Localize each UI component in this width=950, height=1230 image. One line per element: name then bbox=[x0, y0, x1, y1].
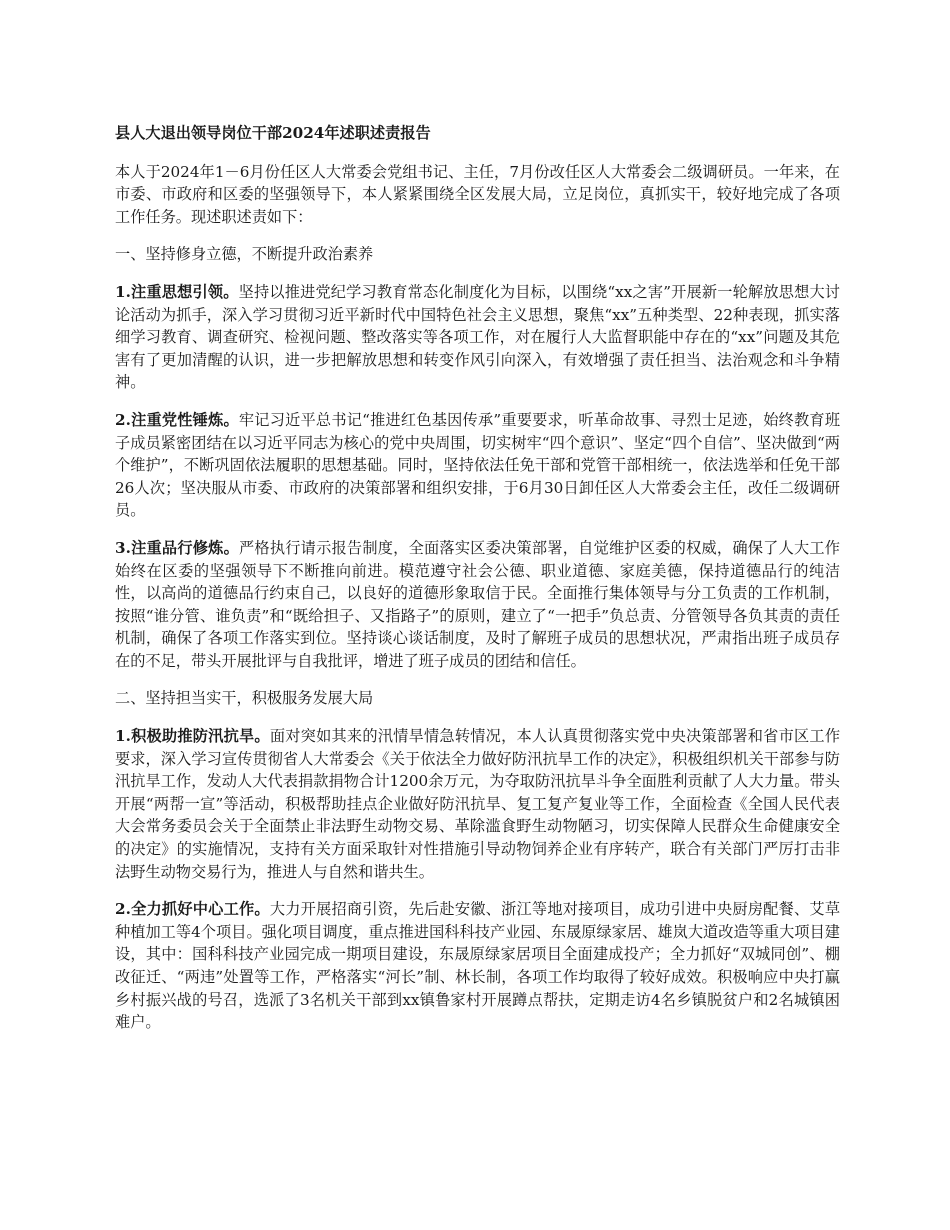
item-text: 面对突如其来的汛情旱情急转情况，本人认真贯彻落实党中央决策部署和省市区工作要求，深入学习宣传贯彻省人大常委会《关于依法全力做好防汛抗旱工作的决定》，积极组织机关干部参与防汛抗旱工作，发动人大代表捐款捐物合计1200余万元，为夺取防汛抗旱斗争全面胜利贡献了人大力量。带头开展“两帮一宣”等活动，积极帮助挂点企业做好防汛抗旱、复工复产复业等工作，全面检查《全国人民代表大会常务委员会关于全面禁止非法野生动物交易、革除滥食野生动物陋习，切实保障人民群众生命健康安全的决定》的实施情况，支持有关方面采取针对性措施引导动物饲养企业有序转产，联合有关部门严厉打击非法野生动物交易行为，推进人与自然和谐共生。 bbox=[115, 727, 841, 881]
section1-item2 bbox=[115, 409, 840, 522]
item-lead: 1.注重思想引领。 bbox=[115, 282, 239, 301]
item-text: 坚持以推进党纪学习教育常态化制度化为目标，以围绕“xx之害”开展新一轮解放思想大讨论活动为抓手，深入学习贯彻习近平新时代中国特色社会主义思想，聚焦“xx”五种类型、22种表现，抓实落细学习教育、调查研究、检视问题、整改落实等各项工作，对在履行人大监督职能中存在的“xx”问题及其危害有了更加清醒的认识，进一步把解放思想和转变作风引向深入，有效增强了责任担当、法治观念和斗争精神。 bbox=[115, 282, 840, 392]
section-heading-2: 二、坚持担当实干，积极服务发展大局 bbox=[115, 689, 374, 708]
report-title: 县人大退出领导岗位干部2024年述职述责报告 bbox=[115, 124, 431, 142]
item-lead: 1.积极助推防汛抗旱。 bbox=[115, 727, 270, 746]
intro-paragraph: 本人于2024年1－6月份任区人大常委会党组书记、主任，7月份改任区人大常委会二级调研员。一年来，在市委、市政府和区委的坚强领导下，本人紧紧围绕全区发展大局，立足岗位，真抓实干，较好地完成了各项工作任务。现述职述责如下： bbox=[115, 162, 840, 226]
section-heading-1: 一、坚持修身立德，不断提升政治素养 bbox=[115, 245, 374, 264]
section2-item1 bbox=[115, 725, 840, 883]
item-text: 大力开展招商引资，先后赴安徽、浙江等地对接项目，成功引进中央厨房配餐、艾草种植加工等4个项目。强化项目调度，重点推进国科科技产业园、东晟原绿家居、雄岚大道改造等重大项目建设，其中：国科科技产业园完成一期项目建设，东晟原绿家居项目全面建成投产；全力抓好“双城同创”、棚改征迁、“两违”处置等工作，严格落实“河长”制、林长制，各项工作均取得了较好成效。积极响应中央打赢乡村振兴战的号召，选派了3名机关干部到xx镇鲁家村开展蹲点帮扶，定期走访4名乡镇脱贫户和2名城镇困难户。 bbox=[115, 900, 841, 1032]
section1-item3 bbox=[115, 537, 840, 673]
section1-item1 bbox=[115, 281, 840, 394]
item-lead: 2.注重党性锤炼。 bbox=[115, 410, 239, 429]
item-text: 严格执行请示报告制度，全面落实区委决策部署，自觉维护区委的权威，确保了人大工作始终在区委的坚强领导下不断推向前进。模范遵守社会公德、职业道德、家庭美德，保持道德品行的纯洁性，以高尚的道德品行约束自己，以良好的道德形象取信于民。全面推行集体领导与分工负责的工作机制，按照“谁分管、谁负责”和“既给担子、又指路子”的原则，建立了“一把手”负总责、分管领导各负其责的责任机制，确保了各项工作落实到位。坚持谈心谈话制度，及时了解班子成员的思想状况，严肃指出班子成员存在的不足，带头开展批评与自我批评，增进了班子成员的团结和信任。 bbox=[115, 538, 840, 670]
item-lead: 2.全力抓好中心工作。 bbox=[115, 900, 270, 919]
report-document bbox=[115, 122, 840, 1049]
section2-item2 bbox=[115, 898, 840, 1034]
item-text: 牢记习近平总书记“推进红色基因传承”重要要求，听革命故事、寻烈士足迹，始终教育班子成员紧密团结在以习近平同志为核心的党中央周围，切实树牢“四个意识”、坚定“四个自信”、坚决做到“两个维护”，不断巩固依法履职的思想基础。同时，坚持依法任免干部和党管干部相统一，依法选举和任免干部26人次；坚决服从市委、市政府的决策部署和组织安排，于6月30日卸任区人大常委会主任，改任二级调研员。 bbox=[115, 410, 841, 520]
item-lead: 3.注重品行修炼。 bbox=[115, 538, 239, 557]
